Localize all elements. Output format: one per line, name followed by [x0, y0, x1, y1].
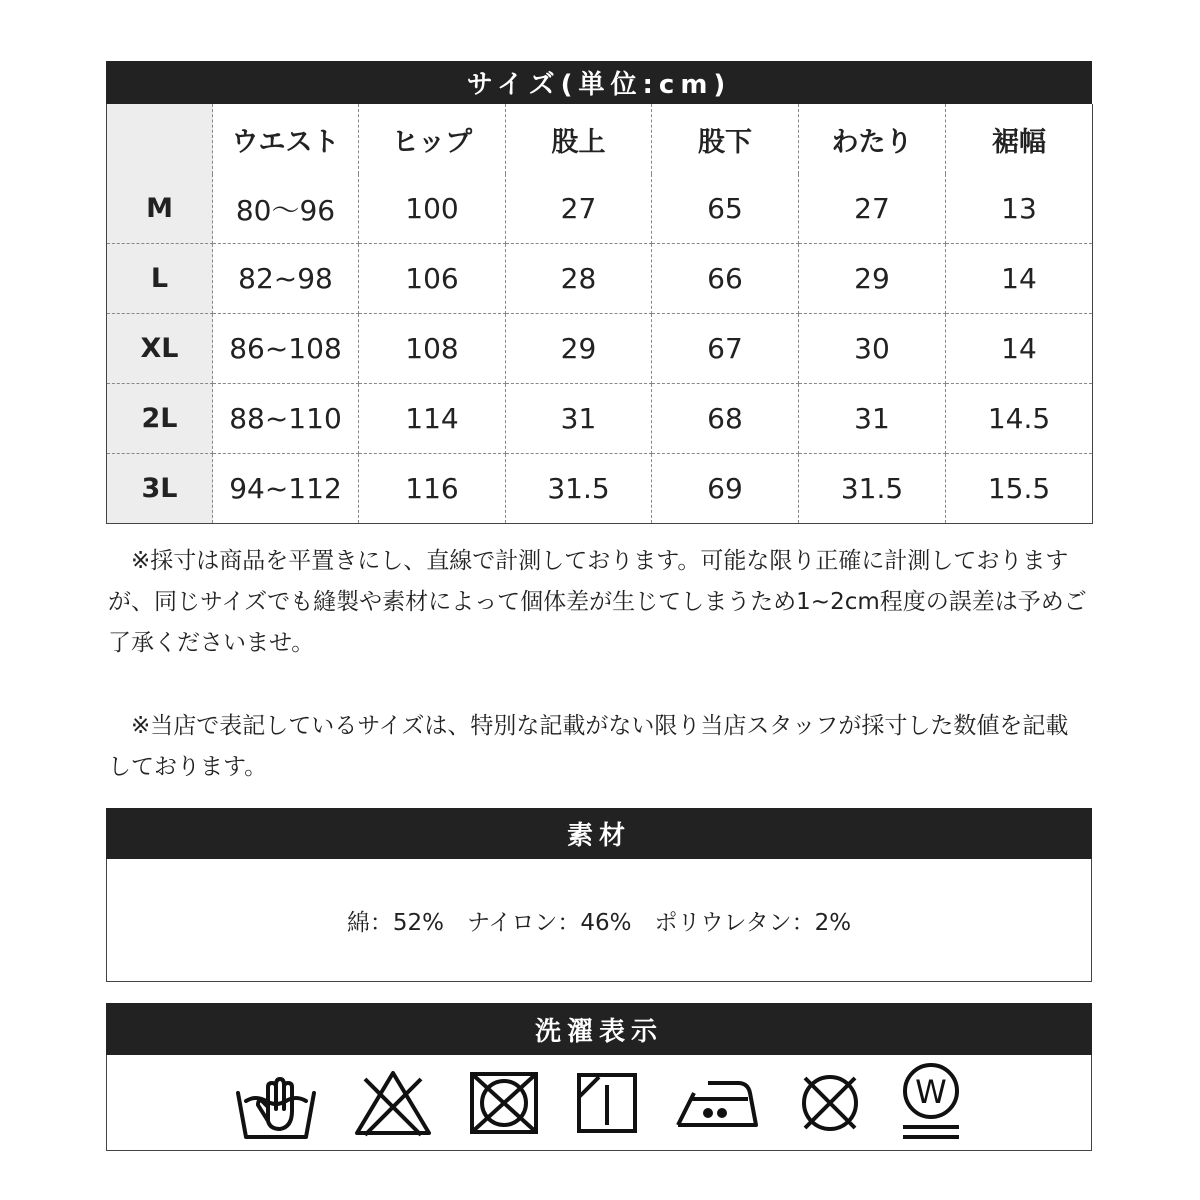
care-symbols-box: [106, 1055, 1092, 1151]
table-row: [107, 244, 1093, 314]
size-title-text: サイズ(単位:cm): [466, 70, 732, 100]
table-cell: 27: [506, 174, 652, 244]
column-header-hip: ヒップ: [359, 104, 506, 174]
column-header-thigh: わたり: [799, 104, 946, 174]
table-cell: 14.5: [946, 384, 1093, 454]
size-label: L: [107, 244, 213, 314]
column-header-hem: 裾幅: [946, 104, 1093, 174]
table-cell: 68: [652, 384, 799, 454]
table-cell: 88~110: [213, 384, 359, 454]
size-label: 2L: [107, 384, 213, 454]
size-table: [106, 104, 1093, 524]
table-cell: 86~108: [213, 314, 359, 384]
table-cell: 14: [946, 314, 1093, 384]
table-cell: 108: [359, 314, 506, 384]
hand-wash-icon: [234, 1065, 318, 1141]
table-row: [107, 174, 1093, 244]
material-section-title: [106, 808, 1092, 859]
size-label: 3L: [107, 454, 213, 524]
size-label: M: [107, 174, 213, 244]
material-box: [106, 859, 1092, 982]
table-cell: 80〜96: [213, 174, 359, 244]
table-cell: 69: [652, 454, 799, 524]
size-section-title: [106, 61, 1092, 104]
table-cell: 13: [946, 174, 1093, 244]
column-header-inseam: 股下: [652, 104, 799, 174]
table-cell: 29: [799, 244, 946, 314]
wet-clean-gentle-icon: [899, 1063, 963, 1143]
table-row: [107, 454, 1093, 524]
column-header-waist: ウエスト: [213, 104, 359, 174]
table-cell: 30: [799, 314, 946, 384]
column-header-rise: 股上: [506, 104, 652, 174]
table-cell: 31.5: [799, 454, 946, 524]
table-cell: 31: [799, 384, 946, 454]
no-dry-clean-icon: [795, 1068, 865, 1138]
table-cell: 106: [359, 244, 506, 314]
table-cell: 31: [506, 384, 652, 454]
table-cell: 100: [359, 174, 506, 244]
no-tumble-dry-icon: [468, 1070, 540, 1136]
material-title-text: 素材: [566, 821, 631, 851]
table-cell: 116: [359, 454, 506, 524]
table-row: [107, 314, 1093, 384]
material-composition: 綿：52% ナイロン：46% ポリウレタン：2%: [346, 909, 852, 936]
size-source-note: ※当店で表記しているサイズは、特別な記載がない限り当店スタッフが採寸した数値を記載しております。: [108, 713, 1069, 780]
table-cell: 67: [652, 314, 799, 384]
size-label: XL: [107, 314, 213, 384]
table-row: [107, 384, 1093, 454]
table-cell: 28: [506, 244, 652, 314]
no-bleach-icon: [353, 1067, 433, 1139]
table-cell: 29: [506, 314, 652, 384]
table-cell: 27: [799, 174, 946, 244]
table-cell: 14: [946, 244, 1093, 314]
size-table-header-row: [107, 104, 1093, 174]
care-section-title: [106, 1003, 1092, 1055]
table-cell: 66: [652, 244, 799, 314]
care-title-text: 洗濯表示: [534, 1016, 663, 1047]
table-cell: 82~98: [213, 244, 359, 314]
table-cell: 65: [652, 174, 799, 244]
wet-clean-letter: W: [915, 1072, 948, 1111]
corner-cell: [107, 104, 213, 174]
table-cell: 15.5: [987, 472, 1051, 505]
table-cell: 114: [359, 384, 506, 454]
line-dry-shade-icon: [575, 1071, 639, 1135]
iron-low-icon: [674, 1075, 760, 1131]
measurement-note: ※採寸は商品を平置きにし、直線で計測しております。可能な限り正確に計測しておりますが、同じサイズでも縫製や素材によって個体差が生じてしまうため1~2cm程度の誤差は予めご了承くださいませ。: [108, 548, 1087, 656]
table-cell: 31.5: [506, 454, 652, 524]
table-cell: 94~112: [213, 454, 359, 524]
